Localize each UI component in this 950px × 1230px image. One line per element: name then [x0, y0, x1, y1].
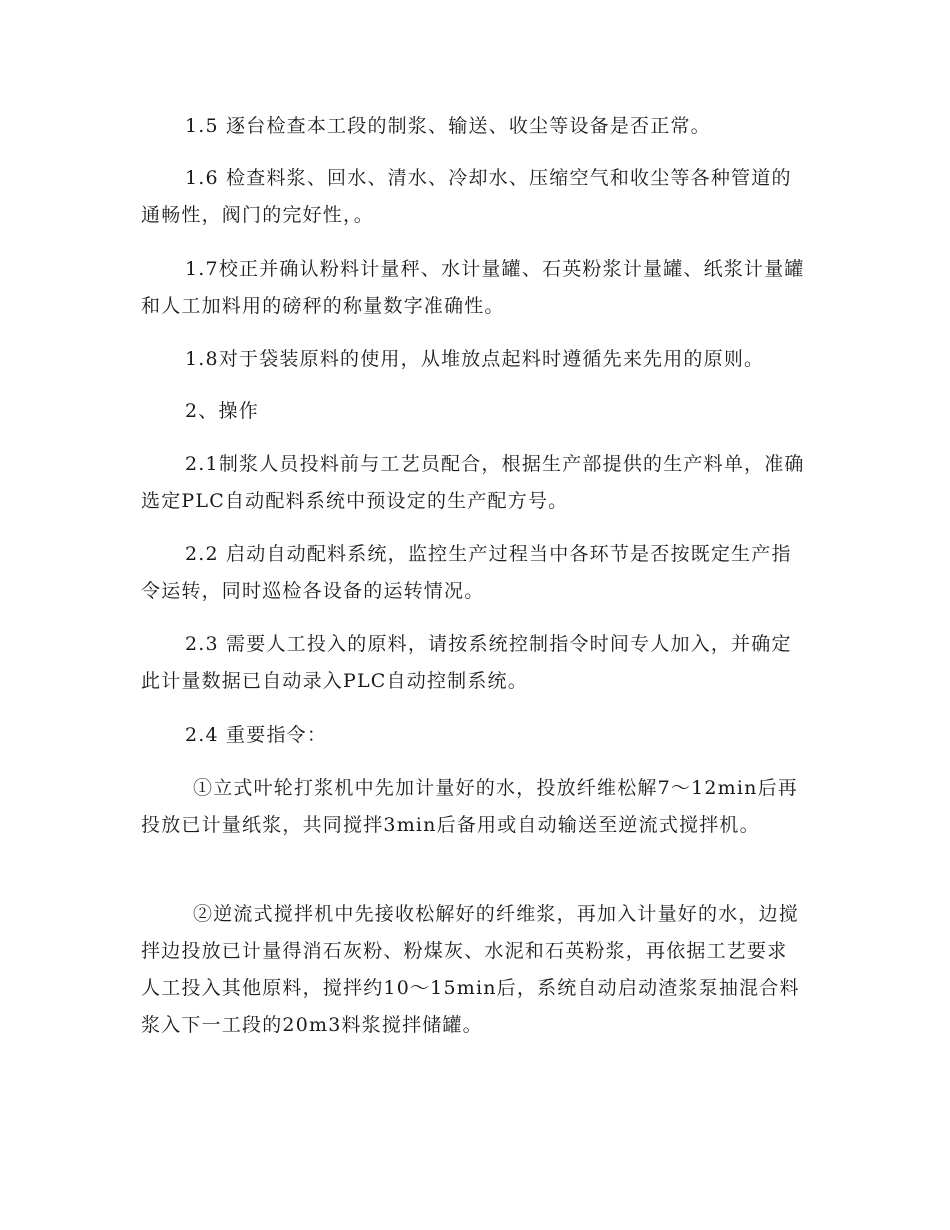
- paragraph-2-1: 2.1制浆人员投料前与工艺员配合，根据生产部提供的生产料单，准确选定PLC自动配料系统中预设定的生产配方号。: [141, 453, 805, 512]
- paragraph-1-5: 1.5 逐台检查本工段的制浆、输送、收尘等设备是否正常。: [185, 115, 711, 137]
- paragraph-2-3: 2.3 需要人工投入的原料，请按系统控制指令时间专人加入，并确定此计量数据已自动录入PLC自动控制系统。: [141, 633, 792, 692]
- paragraph-instruction-2: ②逆流式搅拌机中先接收松解好的纤维浆，再加入计量好的水，边搅拌边投放已计量得消石灰粉、粉煤灰、水泥和石英粉浆，再依据工艺要求人工投入其他原料，搅拌约10～15min后，系统自动启动渣浆泵抽混合料浆入下一工段的20m3料浆搅拌储罐。: [141, 903, 800, 1036]
- paragraph-1-8: 1.8对于袋装原料的使用，从堆放点起料时遵循先来先用的原则。: [185, 348, 765, 370]
- paragraph-instruction-1: ①立式叶轮打浆机中先加计量好的水，投放纤维松解7～12min后再投放已计量纸浆，共同搅拌3min后备用或自动输送至逆流式搅拌机。: [141, 777, 798, 836]
- paragraph-1-7: 1.7校正并确认粉料计量秤、水计量罐、石英粉浆计量罐、纸浆计量罐和人工加料用的磅秤的称量数字准确性。: [141, 258, 805, 317]
- paragraph-2-4: 2.4 重要指令：: [185, 724, 328, 746]
- section-heading-operation: 2、操作: [185, 400, 259, 422]
- paragraph-1-6: 1.6 检查料浆、回水、清水、冷却水、压缩空气和收尘等各种管道的通畅性，阀门的完好性，。: [141, 167, 792, 226]
- paragraph-2-2: 2.2 启动自动配料系统，监控生产过程当中各环节是否按既定生产指令运转，同时巡检各设备的运转情况。: [141, 543, 792, 602]
